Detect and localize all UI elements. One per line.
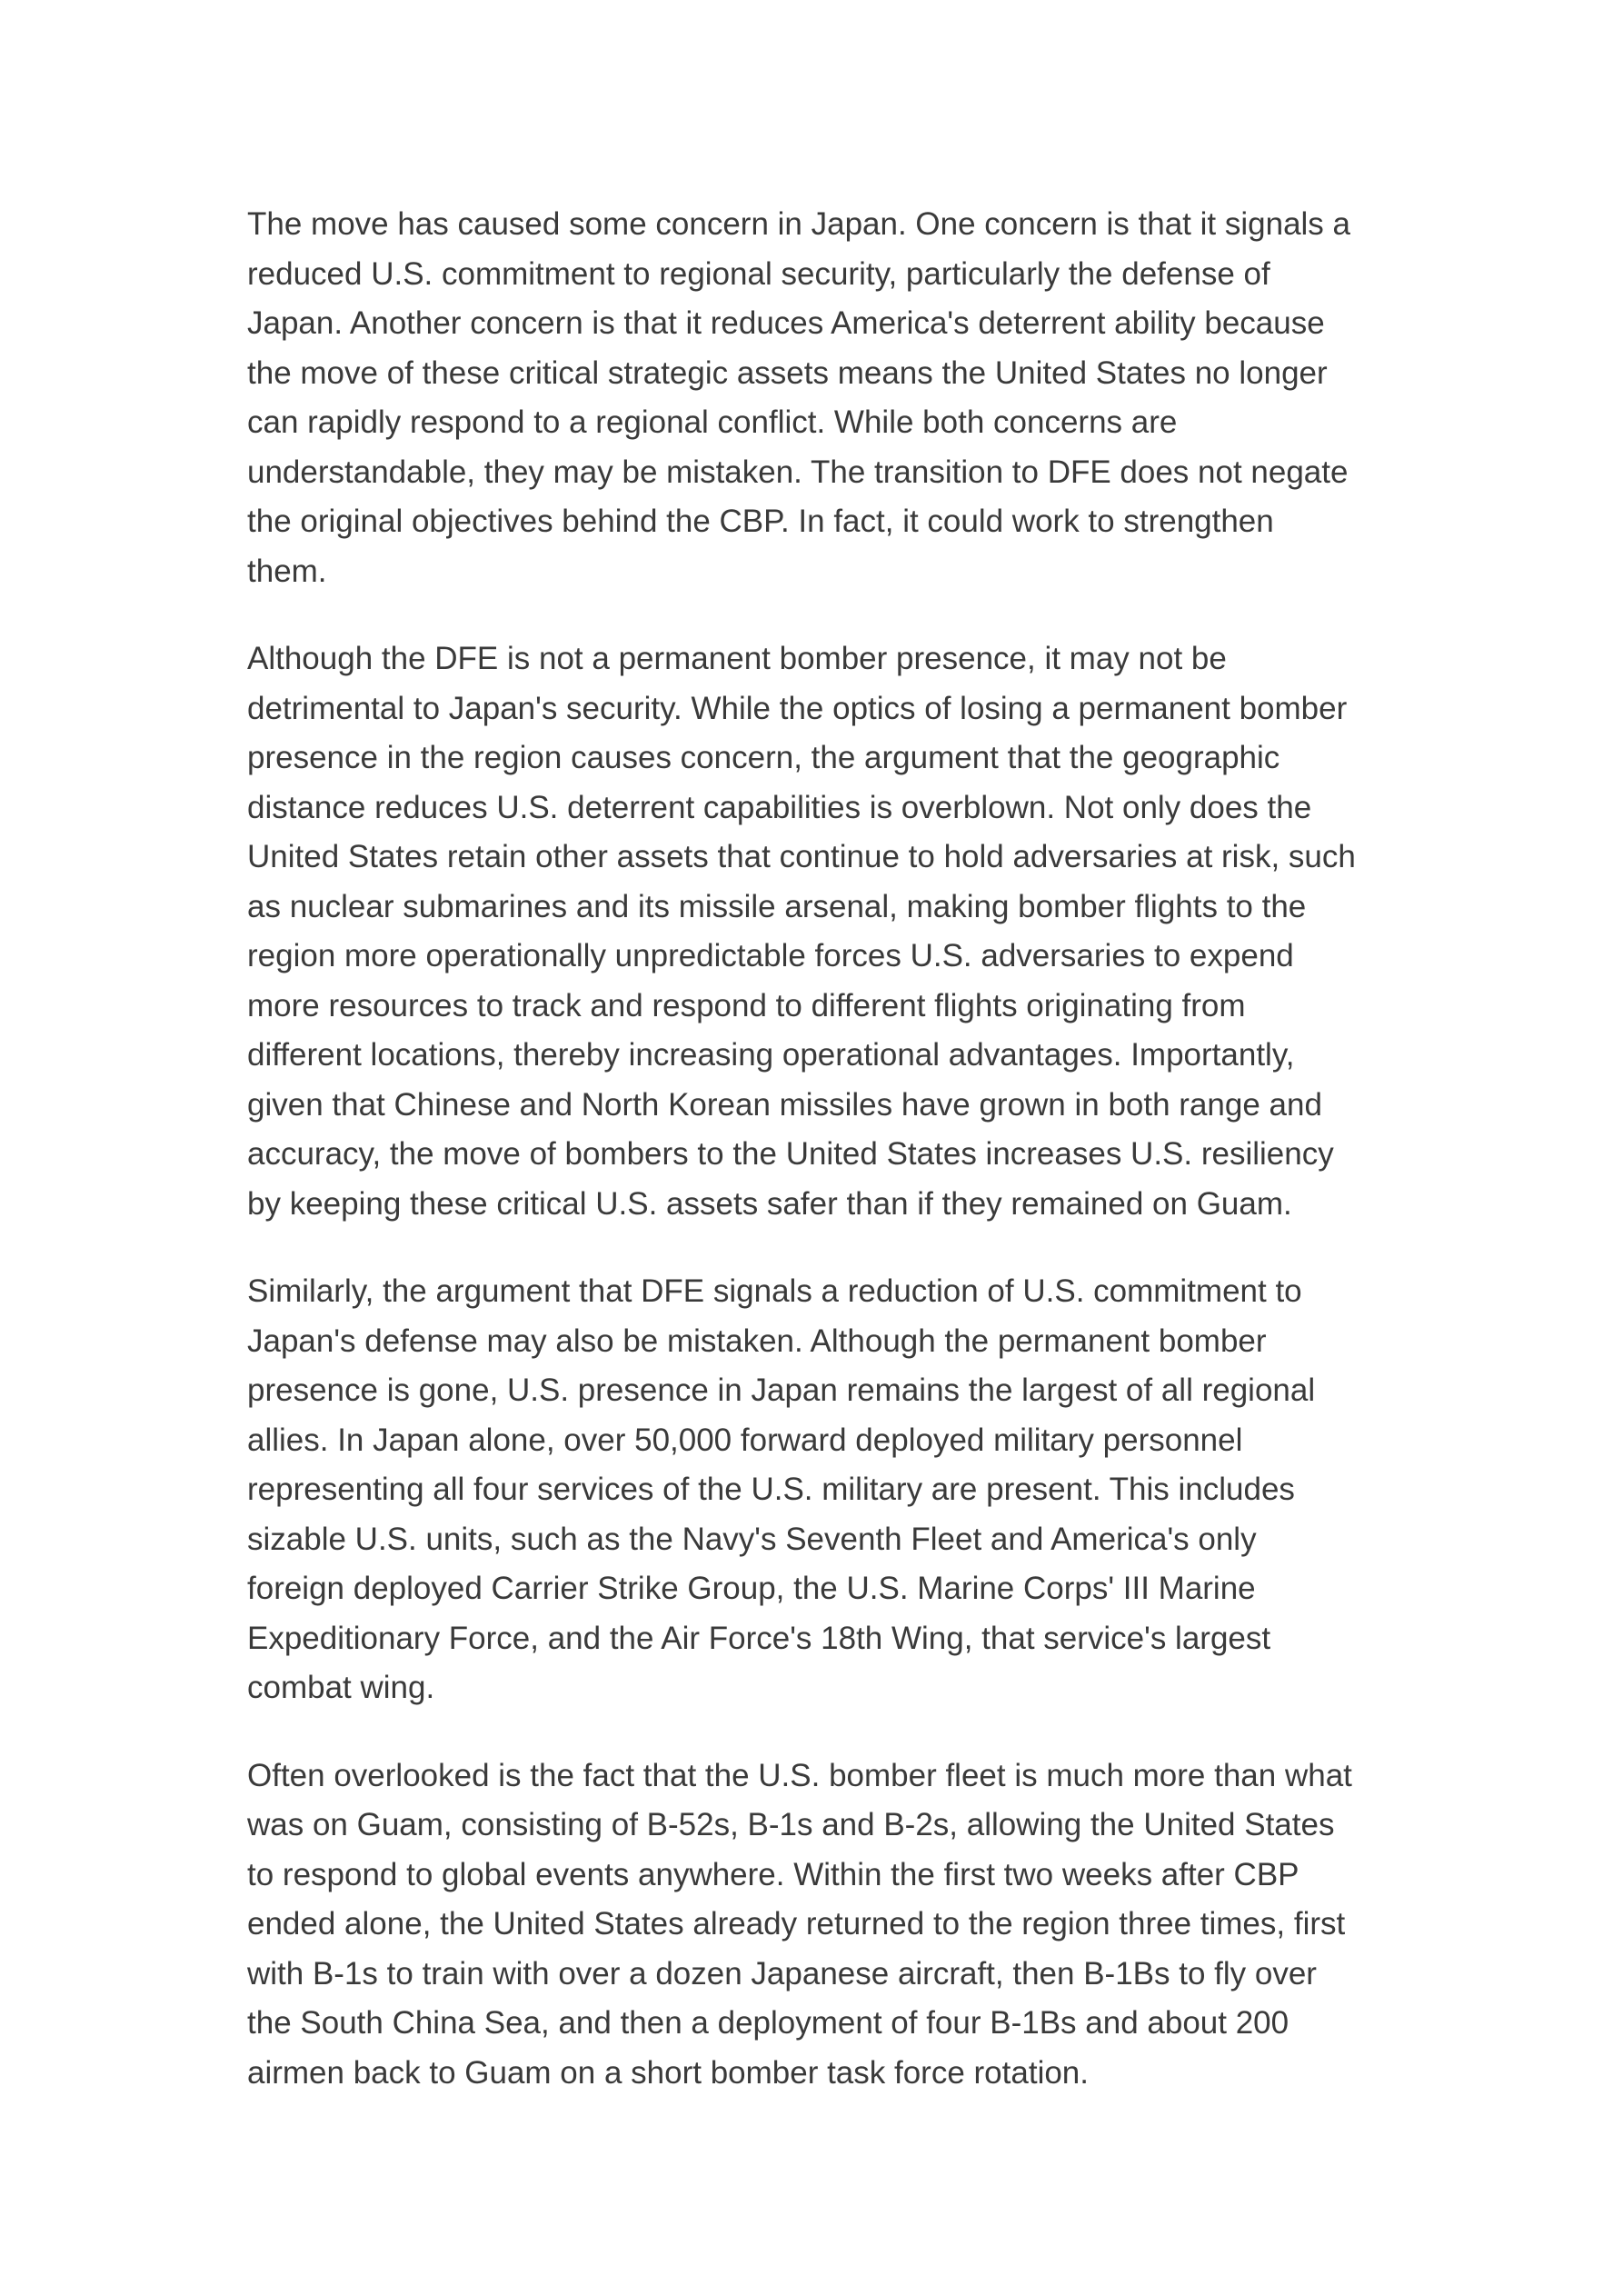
paragraph-4: Often overlooked is the fact that the U.S. bomber fleet is much more than what was on Guam, consisting of B-52s, B-1s and B-2s, allowing the United States to respond to global events anywhere. Within the first two weeks after CBP ended alone, the United States already returned to the region three times, first with B-1s to train with over a dozen Japanese aircraft, then B-1Bs to fly over the South China Sea, and then a deployment of four B-1Bs and about 200 airmen back to Guam on a short bomber task force rotation. <box>247 1757 1352 2091</box>
paragraph-2: Although the DFE is not a permanent bomber presence, it may not be detrimental to Japan's security. While the optics of losing a permanent bomber presence in the region causes concern, the argument that the geographic distance reduces U.S. deterrent capabilities is overblown. Not only does the United States retain other assets that continue to hold adversaries at risk, such as nuclear submarines and its missile arsenal, making bomber flights to the region more operationally unpredictable forces U.S. adversaries to expend more resources to track and respond to different flights originating from different locations, thereby increasing operational advantages. Importantly, given that Chinese and North Korean missiles have grown in both range and accuracy, the move of bombers to the United States increases U.S. resiliency by keeping these critical U.S. assets safer than if they remained on Guam. <box>247 641 1356 1222</box>
paragraph-1: The move has caused some concern in Japan. One concern is that it signals a reduced U.S. commitment to regional security, particularly the defense of Japan. Another concern is that it reduces America's deterrent ability because the move of these critical strategic assets means the United States no longer can rapidly respond to a regional conflict. While both concerns are understandable, they may be mistaken. The transition to DFE does not negate the original objectives behind the CBP. In fact, it could work to strengthen them. <box>247 206 1350 589</box>
paragraph-3: Similarly, the argument that DFE signals a reduction of U.S. commitment to Japan's defense may also be mistaken. Although the permanent bomber presence is gone, U.S. presence in Japan remains the largest of all regional allies. In Japan alone, over 50,000 forward deployed military personnel representing all four services of the U.S. military are present. This includes sizable U.S. units, such as the Navy's Seventh Fleet and America's only foreign deployed Carrier Strike Group, the U.S. Marine Corps' III Marine Expeditionary Force, and the Air Force's 18th Wing, that service's largest combat wing. <box>247 1273 1316 1705</box>
document-page <box>247 200 1410 2136</box>
